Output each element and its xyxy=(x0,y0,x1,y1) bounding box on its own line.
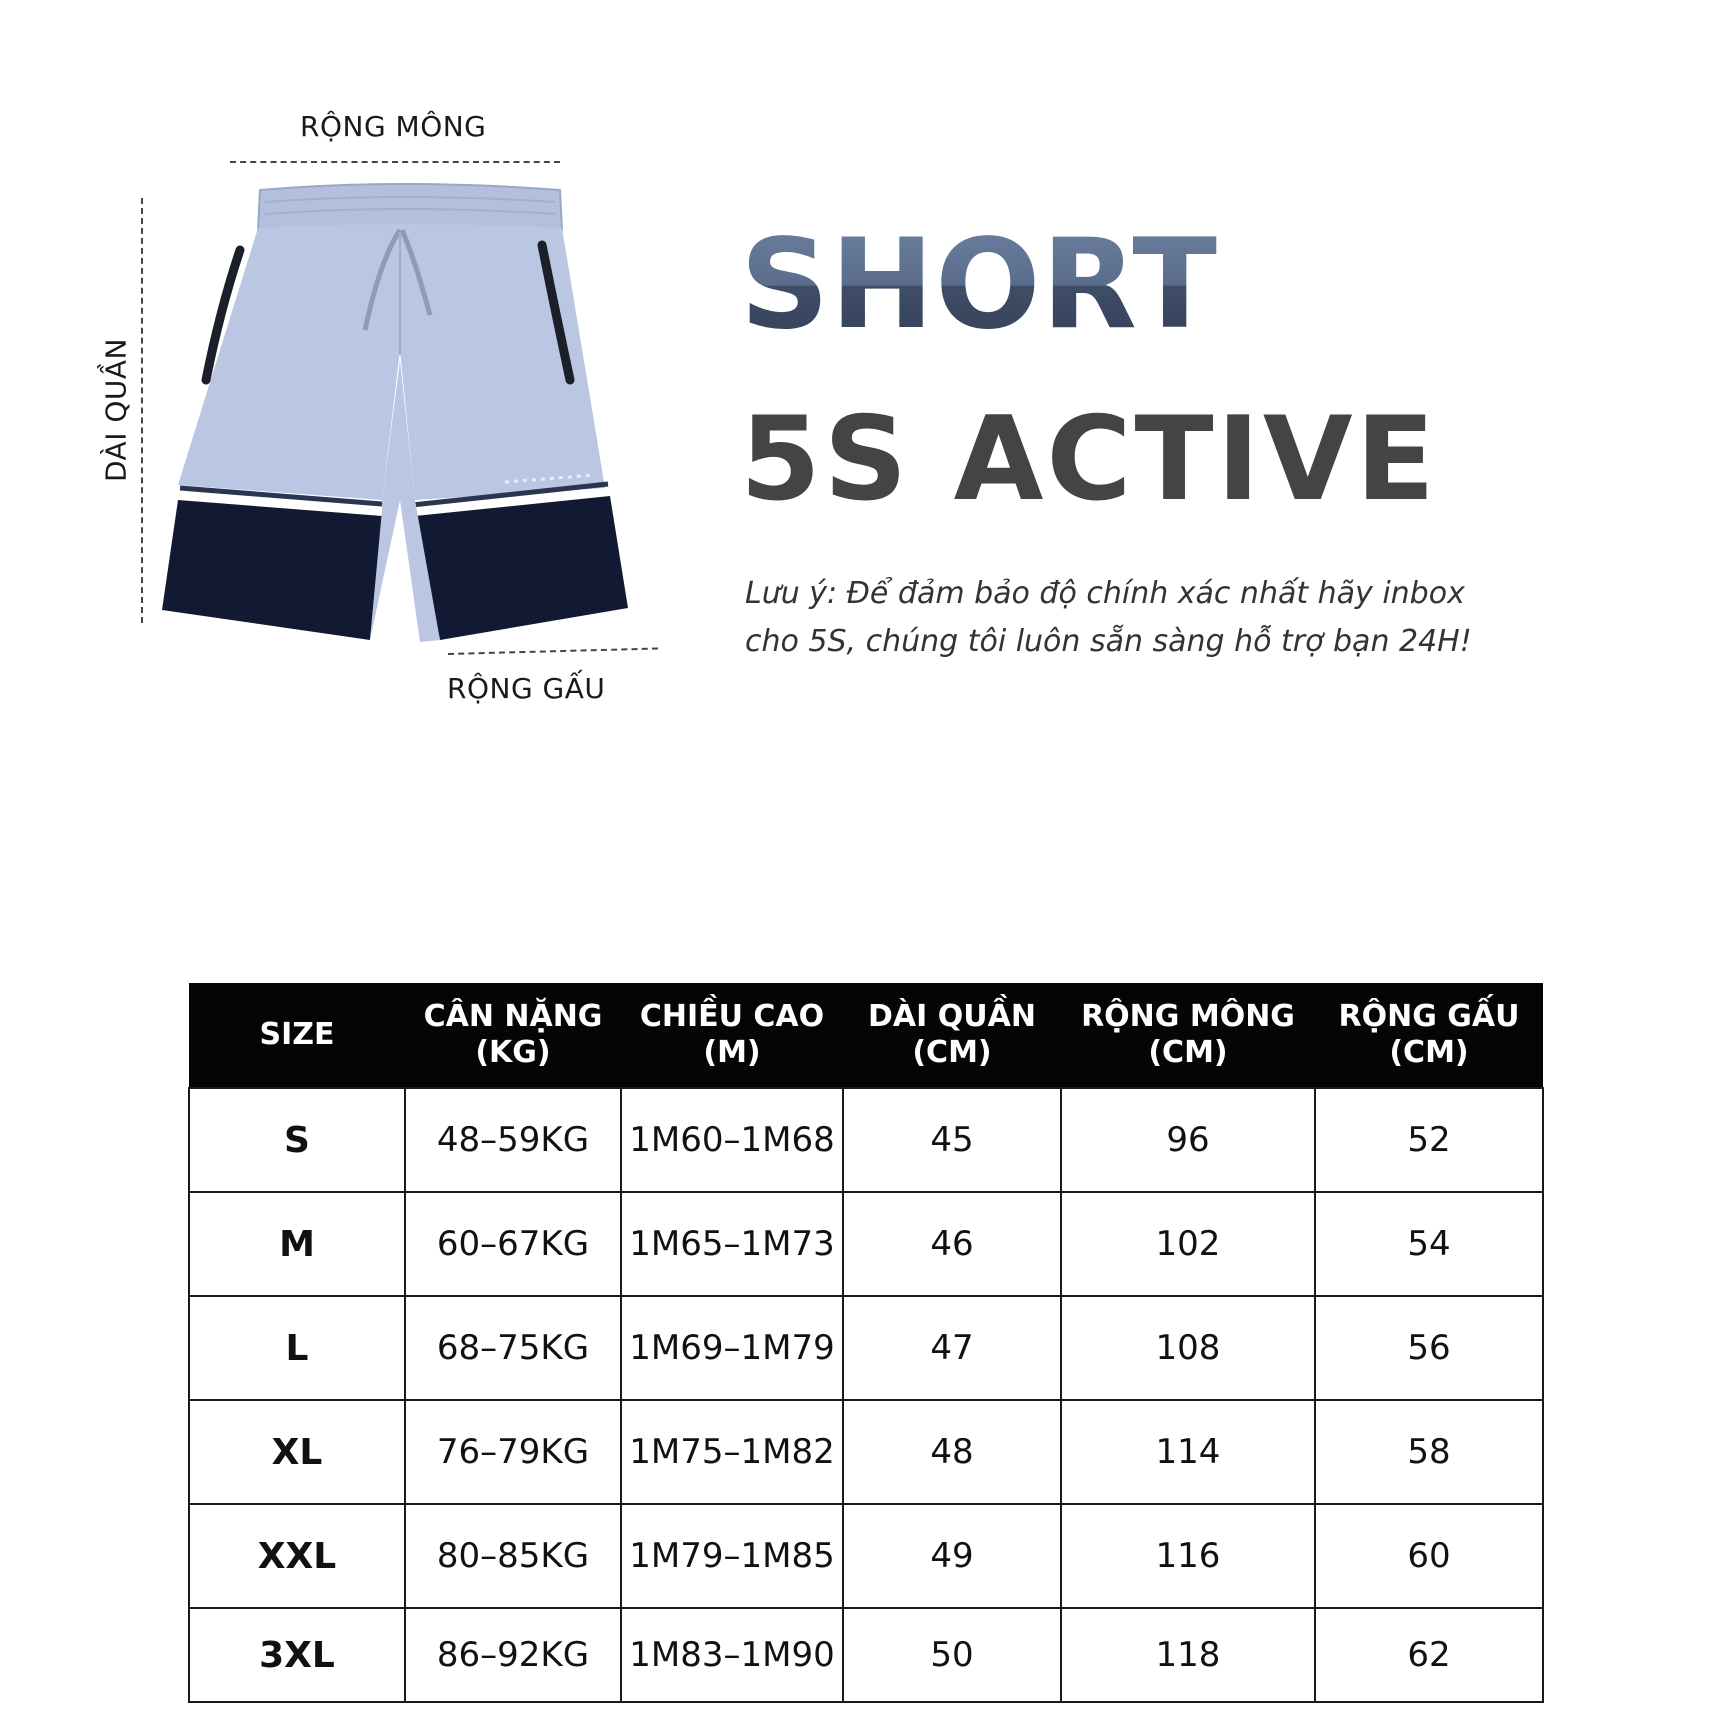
weight-cell: 86–92KG xyxy=(405,1608,621,1702)
size-cell: M xyxy=(189,1192,405,1296)
length-cell: 49 xyxy=(843,1504,1061,1608)
hip-width-cell: 116 xyxy=(1061,1504,1315,1608)
header-length: DÀI QUẦN (CM) xyxy=(843,983,1061,1088)
size-cell: XXL xyxy=(189,1504,405,1608)
length-label: DÀI QUẦN xyxy=(99,337,133,483)
size-chart-table xyxy=(188,983,1544,1703)
hip-width-cell: 108 xyxy=(1061,1296,1315,1400)
hem-width-cell: 56 xyxy=(1315,1296,1543,1400)
table-row xyxy=(189,1088,1543,1192)
table-header-row xyxy=(189,983,1543,1088)
weight-cell: 80–85KG xyxy=(405,1504,621,1608)
header-height: CHIỀU CAO (M) xyxy=(621,983,843,1088)
header-hip-width: RỘNG MÔNG (CM) xyxy=(1061,983,1315,1088)
length-cell: 46 xyxy=(843,1192,1061,1296)
length-cell: 48 xyxy=(843,1400,1061,1504)
table-row xyxy=(189,1608,1543,1702)
table-row xyxy=(189,1296,1543,1400)
hem-width-label: RỘNG GẤU xyxy=(447,672,606,705)
height-cell: 1M69–1M79 xyxy=(621,1296,843,1400)
hip-width-cell: 102 xyxy=(1061,1192,1315,1296)
hip-width-cell: 96 xyxy=(1061,1088,1315,1192)
size-cell: 3XL xyxy=(189,1608,405,1702)
hip-width-cell: 114 xyxy=(1061,1400,1315,1504)
height-cell: 1M75–1M82 xyxy=(621,1400,843,1504)
length-cell: 45 xyxy=(843,1088,1061,1192)
hip-width-label: RỘNG MÔNG xyxy=(300,110,487,143)
size-cell: S xyxy=(189,1088,405,1192)
height-cell: 1M83–1M90 xyxy=(621,1608,843,1702)
table-row xyxy=(189,1504,1543,1608)
height-cell: 1M60–1M68 xyxy=(621,1088,843,1192)
header-size: SIZE xyxy=(189,983,405,1088)
height-cell: 1M65–1M73 xyxy=(621,1192,843,1296)
hem-width-cell: 52 xyxy=(1315,1088,1543,1192)
table-row xyxy=(189,1400,1543,1504)
title-5s-active: 5S ACTIVE xyxy=(740,392,1438,527)
hem-width-cell: 60 xyxy=(1315,1504,1543,1608)
hem-width-cell: 62 xyxy=(1315,1608,1543,1702)
size-cell: L xyxy=(189,1296,405,1400)
product-title xyxy=(740,213,1438,527)
hip-width-cell: 118 xyxy=(1061,1608,1315,1702)
length-cell: 50 xyxy=(843,1608,1061,1702)
length-guide xyxy=(141,198,143,623)
note-text: Lưu ý: Để đảm bảo độ chính xác nhất hãy inbox cho 5S, chúng tôi luôn sẵn sàng hỗ trợ bạn 24H! xyxy=(745,576,1472,659)
header-weight: CÂN NẶNG (KG) xyxy=(405,983,621,1088)
weight-cell: 76–79KG xyxy=(405,1400,621,1504)
height-cell: 1M79–1M85 xyxy=(621,1504,843,1608)
weight-cell: 60–67KG xyxy=(405,1192,621,1296)
weight-cell: 68–75KG xyxy=(405,1296,621,1400)
header-hem-width: RỘNG GẤU (CM) xyxy=(1315,983,1543,1088)
hem-width-cell: 58 xyxy=(1315,1400,1543,1504)
title-short: SHORT xyxy=(740,220,1438,350)
hem-width-cell: 54 xyxy=(1315,1192,1543,1296)
hip-width-guide xyxy=(230,161,560,163)
weight-cell: 48–59KG xyxy=(405,1088,621,1192)
size-cell: XL xyxy=(189,1400,405,1504)
table-row xyxy=(189,1192,1543,1296)
length-cell: 47 xyxy=(843,1296,1061,1400)
shorts-product-image xyxy=(150,170,650,650)
